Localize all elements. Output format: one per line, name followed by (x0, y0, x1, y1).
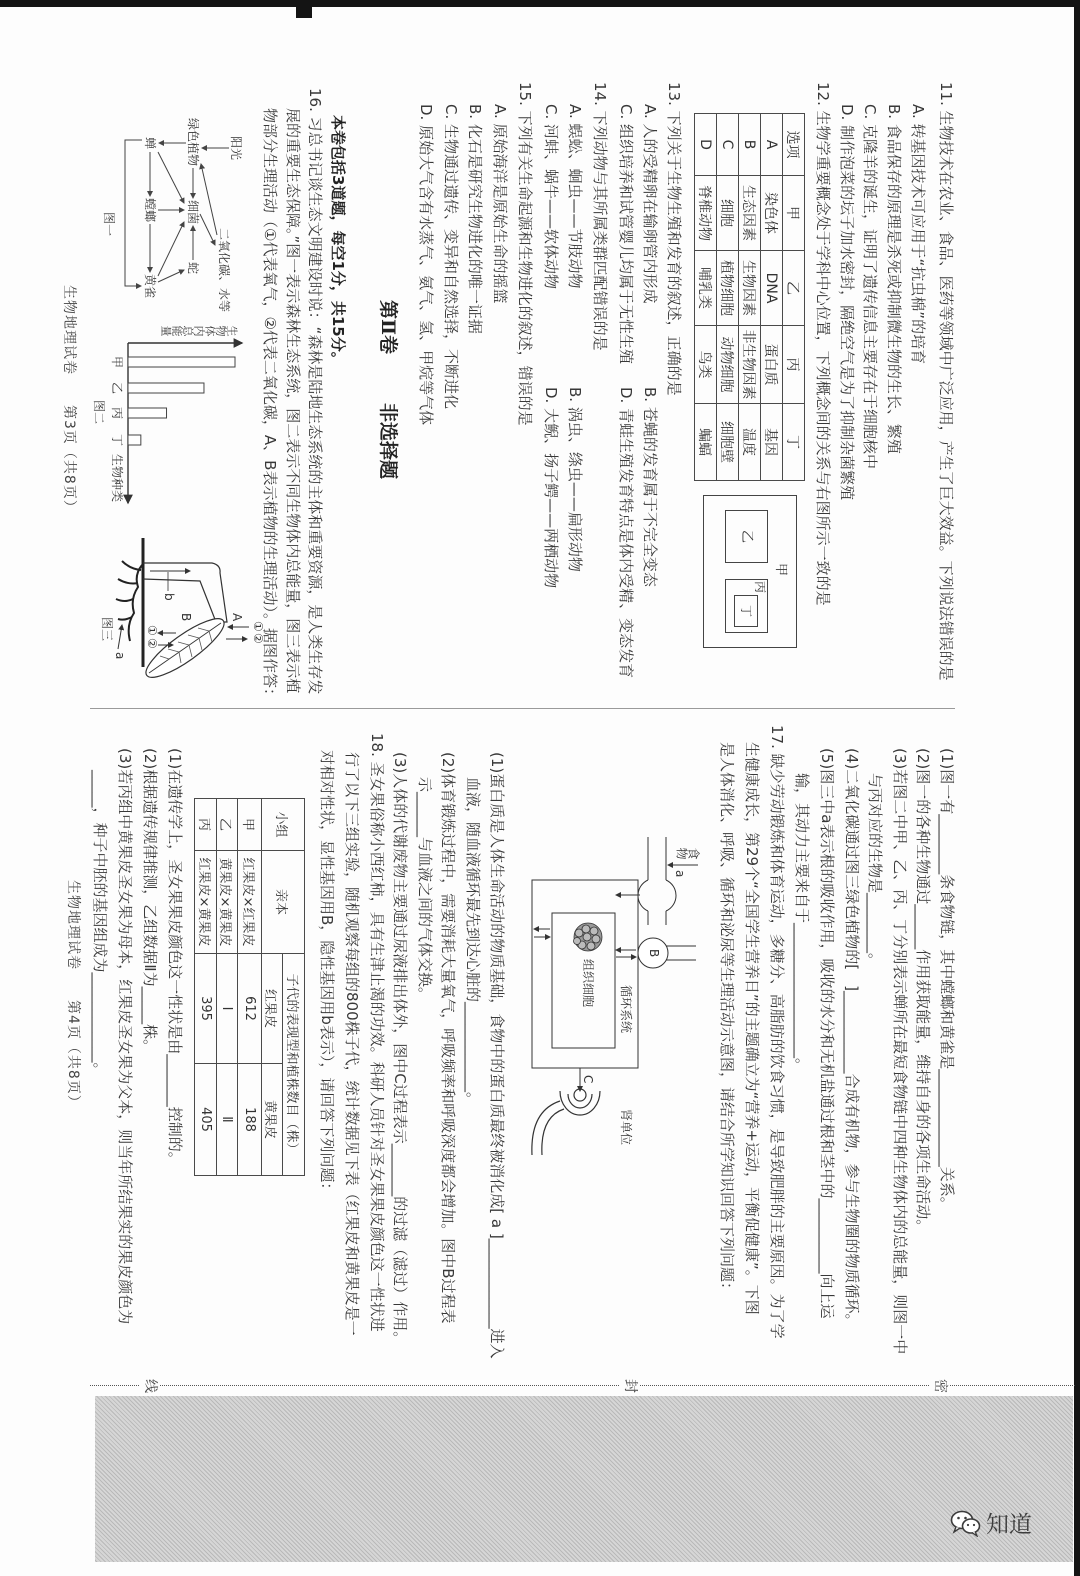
arrow-bacteria-to-co2 (200, 214, 215, 245)
q13-option-c: C. 组织培养和试管婴儿均属于无性生殖 (617, 104, 635, 365)
q16-part-3: (3)若图二中甲、乙、丙、丁分别表示蝉所在最短食物链中四种生物体内的总能量，则图一中 (891, 748, 909, 1355)
table-cell: 生态因素 (739, 176, 761, 251)
q16-line-3: 物部分生理活动（①代表氧气，②代表二氧化碳，A、B表示植物的生理活动）。据图作答： (261, 108, 279, 703)
label-process-a: A (230, 613, 244, 622)
header-cell: 甲 (783, 176, 805, 251)
q17-physiology-diagram (525, 825, 700, 1160)
table-cell: D (695, 114, 717, 176)
bar-yi (128, 383, 204, 393)
table-cell: 动物细胞 (717, 326, 739, 404)
table-cell: 非生物因素 (739, 326, 761, 404)
q12-table (694, 113, 805, 481)
q11-option-b: B. 食品保存的原理是杀死或抑制微生物的生长、繁殖 (885, 104, 903, 454)
q17-part-1-cont: 血液，随血液循环最先到达心脏的____________。 (464, 777, 482, 1108)
label-nephron: 肾单位 (619, 1109, 633, 1146)
arrow-sparrow-to-snake (158, 270, 184, 282)
q16-part-5: (5)图三中a表示根的吸收作用，吸收的水分和无机盐通过根和茎中的__________向上运 (818, 748, 836, 1319)
label-b: b (162, 593, 176, 601)
q17-part-3: (3)人体的代谢废物主要通过尿液排出体外，图中C过程表示_______的过滤（滤过）作用。 (391, 752, 409, 1347)
q15-option-d: D. 原始大气含有水蒸气、氨气、氢、甲烷等气体 (417, 104, 435, 426)
q14-option-c: C. 河蚌、蜗牛——软体动物 (542, 104, 560, 290)
label-bacteria: 细菌 (186, 200, 200, 225)
q14-option-a: A. 蜈蚣、蛔虫——节肢动物 (566, 104, 584, 289)
table-cell: DNA (761, 251, 783, 326)
q12-concept-diagram (703, 495, 797, 648)
table-row (238, 799, 262, 1176)
table-row (717, 114, 739, 481)
header-cell-yellow: 黄果皮 (262, 1064, 283, 1176)
section-2-subtitle: 非选择题 (377, 403, 399, 480)
q16-part-1: (1)图一有________条食物链，其中螳螂和黄雀是_____________关系。 (938, 748, 956, 1212)
q18-part-1: (1)在遗传学上，圣女果果皮颜色这一性状是由_______控制的。 (166, 748, 184, 1167)
seal-char-feng: 封 (622, 1379, 638, 1393)
table-cell: 蝙蝠 (695, 404, 717, 481)
table-cell: 基因 (761, 404, 783, 481)
figure-2-caption: 图二 (92, 400, 106, 425)
q14-stem: 14. 下列动物与其所属类群匹配错误的是 (591, 82, 609, 351)
table-cell: 丙 (195, 799, 217, 851)
seal-shaded-area (95, 1396, 1073, 1562)
q12-stem: 12. 生物学重要概念处于学科中心位置，下列概念间的关系与右图所示一致的是 (814, 82, 832, 606)
roots (116, 561, 142, 641)
section-2-title: 第Ⅱ卷 (377, 300, 399, 355)
header-cell-parents: 亲本 (262, 851, 305, 954)
q17-part-2-cont: 示______与血液之间的气体交换。 (416, 777, 434, 1003)
page-divider (90, 708, 955, 709)
scan-mark (296, 0, 312, 18)
bar-ding (128, 435, 141, 445)
watermark-text: 知道 (986, 1512, 1032, 1538)
label-food: 食物 (676, 846, 700, 860)
section-2-note: 本卷包括3道题，每空1分，共15分。 (329, 115, 347, 367)
q16-part-2: (2)图一的各种生物通过______作用获取能量，维持自身的各项生命活动。 (914, 748, 932, 1235)
q18-line-2: 行了以下三组实验，随机观察每组的800株子代，统计数据见下表（红果皮和黄果皮是一 (343, 752, 361, 1336)
label-process-b: B (179, 613, 193, 622)
table-cell: C (717, 114, 739, 176)
q11-option-c: C. 克隆羊的诞生，证明了遗传信息主要存在于细胞核中 (861, 104, 879, 470)
header-cell-group: 小组 (262, 799, 305, 851)
label-a: a (673, 870, 687, 878)
table-header-row (783, 114, 805, 481)
label-circulatory-system: 循环系统 (619, 985, 633, 1034)
label-co2-water: 二氧化碳、水等 (217, 228, 231, 313)
q16-part-3-cont: 与丙对应的生物是________。 (866, 773, 884, 969)
q13-option-b: B. 苍蝇的发育属于不完全变态 (641, 387, 659, 587)
q13-stem: 13. 下列关于生物生殖和发育的叙述，正确的是 (665, 82, 683, 396)
q14-option-b: B. 涡虫、绦虫——扁形动物 (566, 387, 584, 572)
q13-option-d: D. 青蛙生殖发育特点是体内受精、变态发育 (617, 387, 635, 679)
nephron (532, 1089, 600, 1155)
header-cell-red: 红果皮 (262, 954, 283, 1064)
q16-line-1: 16. 习总书记谈生态文明建设时说：“森林是陆地生态系统的主体和重要资源，是人类生存发 (306, 88, 324, 695)
q11-option-d: D. 制作泡菜的坛子加水密封，隔绝空气是为了抑制杂菌繁殖 (838, 104, 856, 501)
category-label-bing: 丙 (110, 407, 124, 420)
category-label-jia: 甲 (110, 356, 124, 369)
q18-table (194, 798, 305, 1176)
table-cell: 细胞壁 (717, 404, 739, 481)
bar-jia (128, 357, 235, 367)
x-axis-label: 生物种类 (110, 454, 124, 503)
q15-stem: 15. 下列有关生命起源和生物进化的叙述，错误的是 (516, 82, 534, 426)
q18-part-3: (3)若丙组中黄果皮圣女果为母本，红果皮圣女果为父本，则当年所结果实的果皮颜色为 (116, 748, 134, 1325)
header-cell: 选项 (783, 114, 805, 176)
label-bottom-co2: ② (145, 638, 159, 649)
label-a: a (113, 652, 127, 660)
table-cell: A (761, 114, 783, 176)
page-3-footer: 生物地理试卷 第3页（共8页） (61, 285, 77, 515)
scan-border-top (1074, 0, 1080, 1576)
q17-part-2: (2)体育锻炼过程中，需要消耗大量氧气，呼吸频率和呼吸深度都会增加。图中B过程表 (439, 752, 457, 1324)
diagram-label-right: 丙 (753, 581, 767, 594)
q18-line-3: 对相对性状，显性基因用B，隐性基因用b表示），请回答下列问题： (318, 750, 336, 1198)
scan-border-left (0, 0, 1080, 7)
table-row (761, 114, 783, 481)
q17-part-1: (1)蛋白质是人体生命活动的物质基础，食物中的蛋白质最终被消化成[ a ]____________进入 (488, 752, 506, 1359)
q17-line-2: 生健康成长，第29个“全国学生营养日”的主题确立为“营养+运动，平衡促健康”。下图 (743, 742, 761, 1315)
arrow-cicada-to-sparrow (125, 140, 142, 286)
label-bottom-oxygen: ① (145, 625, 159, 636)
figure-3-plant (93, 525, 268, 685)
arrow-a-absorption (118, 625, 122, 649)
table-cell: 哺乳类 (695, 251, 717, 326)
header-cell: 丙 (783, 326, 805, 404)
label-b: B (647, 949, 661, 958)
cell-cluster (574, 923, 603, 951)
figure-1-food-web (95, 110, 245, 313)
seal-dotted-line (90, 1385, 1075, 1386)
wechat-icon (950, 1509, 982, 1537)
label-cicada: 蝉 (143, 137, 157, 150)
q15-option-b: B. 化石是研究生物进化的唯一证据 (466, 104, 484, 334)
label-sparrow: 黄雀 (143, 274, 157, 299)
table-cell: 红果皮×红果皮 (238, 851, 262, 954)
q18-part-3-cont: _____，种子中胚的基因组成为____________。 (91, 770, 109, 1078)
arrow-sparrow-to-bacteria (158, 222, 184, 276)
header-cell: 丁 (783, 404, 805, 481)
arrow-cicada-to-bacteria (158, 152, 184, 203)
category-label-ding: 丁 (110, 434, 124, 447)
header-cell-offspring: 子代的表现型和植株数目（株） (283, 954, 305, 1176)
q13-option-a: A. 人的受精卵在输卵管内形成 (641, 104, 659, 304)
q18-line-1: 18. 圣女果俗称小西红柿，具有生津止渴的功效。科研人员针对圣女果果皮颜色这一性状进 (368, 733, 386, 1332)
figure-2-energy-chart (90, 320, 250, 520)
seal-char-xian: 线 (142, 1379, 158, 1393)
q17-line-3: 是人体消化、呼吸、循环和泌尿等生理活动示意图，请结合所学知识回答下列问题： (718, 742, 736, 1298)
seal-char-mi: 密 (932, 1379, 948, 1393)
arrow-co2-to-plant (201, 164, 217, 235)
diagram-label-left: 乙 (739, 530, 754, 544)
diagram-label-outer: 甲 (773, 563, 788, 577)
table-cell: 405 (195, 1064, 217, 1176)
table-cell: Ⅱ (217, 1064, 238, 1176)
table-cell: 鸟类 (695, 326, 717, 404)
table-cell: B (739, 114, 761, 176)
table-row (739, 114, 761, 481)
y-axis-label: 生物体内总能量 (161, 324, 238, 337)
table-cell: 温度 (739, 404, 761, 481)
table-row (217, 799, 238, 1176)
watermark (950, 1506, 1032, 1539)
table-header-row (283, 799, 305, 1176)
diagram-label-inner: 丁 (739, 605, 753, 618)
figure-1-caption: 图一 (102, 212, 116, 237)
q16-part-4: (4)二氧化碳通过图三绿色植物的[ ]___________合成有机物，参与生物圈的物质循环。 (843, 748, 861, 1329)
table-row (695, 114, 717, 481)
label-top-oxygen: ① (251, 621, 265, 632)
table-cell: 612 (238, 954, 262, 1064)
figure-3-caption: 图三 (100, 617, 114, 642)
table-cell: Ⅰ (217, 954, 238, 1064)
q18-part-2: (2)根据遗传规律推测，乙组数据Ⅱ为_____株。 (141, 748, 159, 1055)
table-cell: 染色体 (761, 176, 783, 251)
label-snake: 蛇 (186, 262, 200, 275)
table-cell: 植物细胞 (717, 251, 739, 326)
table-cell: 乙 (217, 799, 238, 851)
page-4-footer: 生物地理试卷 第4页（共8页） (65, 880, 81, 1110)
table-cell: 脊椎动物 (695, 176, 717, 251)
q15-option-a: A. 原始海洋是原始生命的摇篮 (491, 104, 509, 304)
label-top-co2: ② (251, 633, 265, 644)
category-label-yi: 乙 (110, 382, 124, 395)
table-cell: 生物因素 (739, 251, 761, 326)
table-cell: 黄果皮×黄果皮 (217, 851, 238, 954)
label-tissue-cells: 组织细胞 (581, 959, 595, 1008)
label-mantis: 螳螂 (143, 198, 157, 223)
table-row (195, 799, 217, 1176)
plant-svg (93, 525, 268, 685)
q16-part-5-cont: 输，其动力主要来自于__________________。 (793, 773, 811, 1074)
table-cell: 甲 (238, 799, 262, 851)
digestive-tube (638, 837, 676, 925)
q11-option-a: A. 转基因技术可应用于“抗虫棉”的培育 (909, 104, 927, 365)
header-cell: 乙 (783, 251, 805, 326)
table-cell: 188 (238, 1064, 262, 1176)
q15-option-c: C. 生物通过遗传、变异和自然选择，不断进化 (442, 104, 460, 410)
table-cell: 红果皮×黄果皮 (195, 851, 217, 954)
q14-option-d: D. 大鲵、扬子鳄——两栖动物 (542, 387, 560, 589)
label-sun: 阳光 (229, 136, 243, 161)
q17-line-1: 17. 缺少劳动锻炼和体育运动，多糖分、高脂肪的饮食习惯，是导致肥胖的主要原因。为了学 (768, 725, 786, 1339)
table-cell: 细胞 (717, 176, 739, 251)
bar-bing (128, 408, 167, 418)
q11-stem: 11. 生物技术在农业、食品、医药等领域中广泛应用，产生了巨大效益。下列说法错误的是 (937, 82, 955, 681)
table-cell: 395 (195, 954, 217, 1064)
label-c: C (581, 1075, 595, 1084)
table-cell: 蛋白质 (761, 326, 783, 404)
label-green-plant: 绿色植物 (186, 118, 200, 167)
q16-line-2: 展的重要生态保障。”图一表示森林生态系统，图二表示不同生物体内总能量，图三表示植 (284, 108, 302, 694)
